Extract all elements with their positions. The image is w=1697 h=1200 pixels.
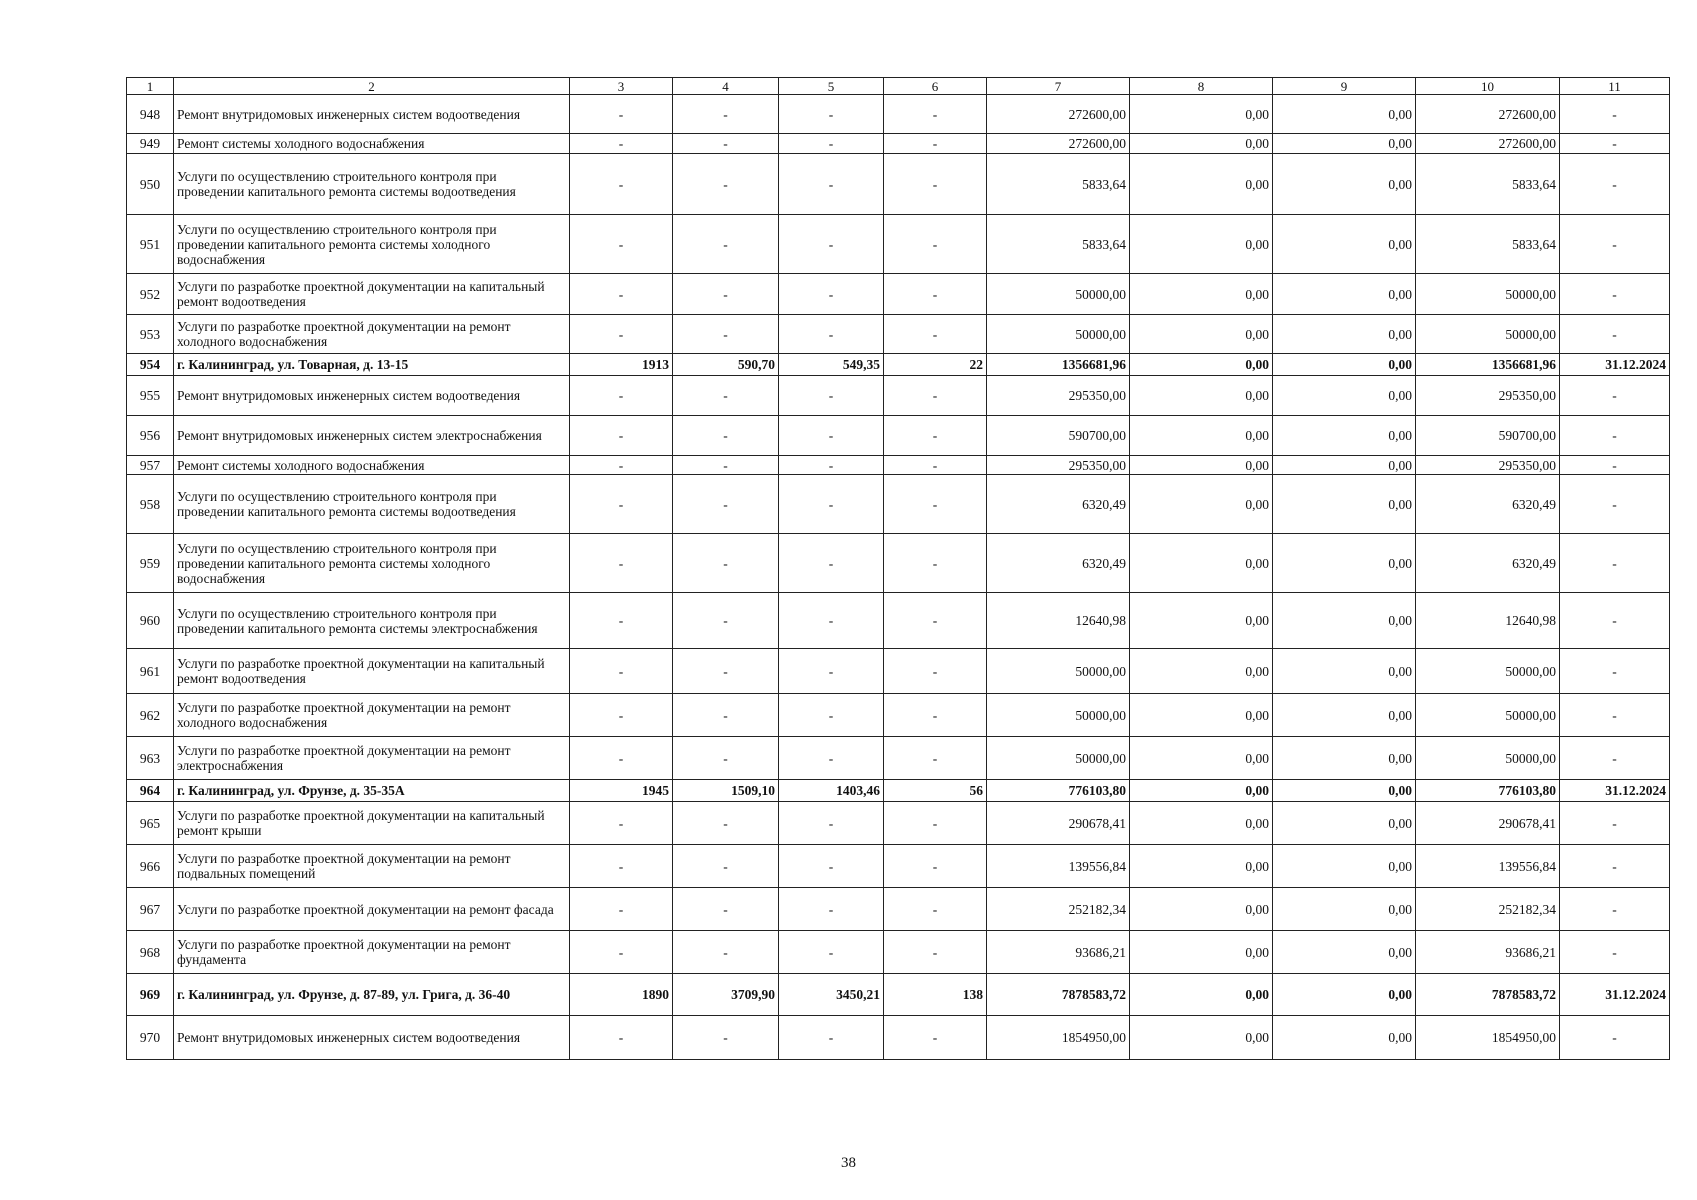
col5-cell: -	[779, 456, 884, 475]
col10-cell: 6320,49	[1416, 534, 1560, 593]
table-row	[127, 376, 1670, 416]
row-number-cell: 952	[127, 274, 174, 315]
col7-cell: 7878583,72	[987, 974, 1130, 1016]
col10-cell: 590700,00	[1416, 416, 1560, 456]
col3-cell: -	[570, 376, 673, 416]
work-name-cell: Услуги по разработке проектной документации на капитальный ремонт крыши	[174, 802, 570, 845]
col11-cell: 31.12.2024	[1560, 780, 1670, 802]
col8-cell: 0,00	[1130, 593, 1273, 649]
col5-cell: -	[779, 931, 884, 974]
col10-cell: 50000,00	[1416, 649, 1560, 694]
col10-cell: 295350,00	[1416, 376, 1560, 416]
row-number-cell: 951	[127, 215, 174, 274]
col10-cell: 1854950,00	[1416, 1016, 1560, 1060]
col6-cell: -	[884, 888, 987, 931]
col10-cell: 93686,21	[1416, 931, 1560, 974]
col4-cell: -	[673, 1016, 779, 1060]
table-row	[127, 649, 1670, 694]
col10-cell: 272600,00	[1416, 134, 1560, 154]
col9-cell: 0,00	[1273, 931, 1416, 974]
col8-cell: 0,00	[1130, 315, 1273, 354]
col6-cell: -	[884, 593, 987, 649]
col6-cell: -	[884, 134, 987, 154]
col5-cell: -	[779, 376, 884, 416]
col3-cell: -	[570, 315, 673, 354]
table-row	[127, 593, 1670, 649]
col7-cell: 272600,00	[987, 95, 1130, 134]
col3-cell: -	[570, 888, 673, 931]
col10-cell: 6320,49	[1416, 475, 1560, 534]
col11-cell: -	[1560, 376, 1670, 416]
page-number: 38	[841, 1155, 856, 1171]
col8-cell: 0,00	[1130, 456, 1273, 475]
table-row	[127, 888, 1670, 931]
column-header: 3	[570, 78, 673, 95]
work-name-cell: Ремонт системы холодного водоснабжения	[174, 134, 570, 154]
work-name-cell: Ремонт внутридомовых инженерных систем водоотведения	[174, 376, 570, 416]
table-row	[127, 931, 1670, 974]
col6-cell: -	[884, 802, 987, 845]
col11-cell: -	[1560, 845, 1670, 888]
col3-cell: -	[570, 649, 673, 694]
col3-cell: -	[570, 1016, 673, 1060]
col5-cell: -	[779, 845, 884, 888]
col10-cell: 50000,00	[1416, 694, 1560, 737]
work-name-cell: Услуги по осуществлению строительного контроля при проведении капитального ремонта системы водоотведения	[174, 475, 570, 534]
table-row	[127, 215, 1670, 274]
table-row	[127, 315, 1670, 354]
table-row	[127, 154, 1670, 215]
col7-cell: 5833,64	[987, 154, 1130, 215]
col5-cell: 1403,46	[779, 780, 884, 802]
table-row	[127, 134, 1670, 154]
col8-cell: 0,00	[1130, 888, 1273, 931]
col3-cell: 1890	[570, 974, 673, 1016]
col11-cell: -	[1560, 802, 1670, 845]
col8-cell: 0,00	[1130, 154, 1273, 215]
col6-cell: -	[884, 931, 987, 974]
col9-cell: 0,00	[1273, 802, 1416, 845]
work-name-cell: Услуги по разработке проектной документации на ремонт электроснабжения	[174, 737, 570, 780]
col10-cell: 50000,00	[1416, 274, 1560, 315]
work-name-cell: Услуги по разработке проектной документации на ремонт фундамента	[174, 931, 570, 974]
col7-cell: 50000,00	[987, 649, 1130, 694]
col3-cell: -	[570, 274, 673, 315]
col8-cell: 0,00	[1130, 354, 1273, 376]
col6-cell: -	[884, 456, 987, 475]
col9-cell: 0,00	[1273, 475, 1416, 534]
row-number-cell: 964	[127, 780, 174, 802]
column-header: 5	[779, 78, 884, 95]
table-row	[127, 534, 1670, 593]
row-number-cell: 962	[127, 694, 174, 737]
col9-cell: 0,00	[1273, 737, 1416, 780]
col5-cell: -	[779, 649, 884, 694]
col6-cell: -	[884, 376, 987, 416]
col8-cell: 0,00	[1130, 475, 1273, 534]
col6-cell: -	[884, 154, 987, 215]
col9-cell: 0,00	[1273, 593, 1416, 649]
col8-cell: 0,00	[1130, 931, 1273, 974]
row-number-cell: 959	[127, 534, 174, 593]
col8-cell: 0,00	[1130, 134, 1273, 154]
row-number-cell: 966	[127, 845, 174, 888]
col8-cell: 0,00	[1130, 974, 1273, 1016]
col8-cell: 0,00	[1130, 215, 1273, 274]
col8-cell: 0,00	[1130, 416, 1273, 456]
work-name-cell: Ремонт системы холодного водоснабжения	[174, 456, 570, 475]
col11-cell: -	[1560, 593, 1670, 649]
table-row	[127, 737, 1670, 780]
work-name-cell: г. Калининград, ул. Товарная, д. 13-15	[174, 354, 570, 376]
col7-cell: 139556,84	[987, 845, 1130, 888]
col5-cell: -	[779, 694, 884, 737]
column-number-row	[127, 78, 1670, 95]
col5-cell: -	[779, 154, 884, 215]
column-header: 10	[1416, 78, 1560, 95]
col4-cell: -	[673, 274, 779, 315]
col3-cell: -	[570, 215, 673, 274]
col5-cell: -	[779, 134, 884, 154]
work-name-cell: Услуги по разработке проектной документации на ремонт холодного водоснабжения	[174, 315, 570, 354]
col9-cell: 0,00	[1273, 694, 1416, 737]
col7-cell: 252182,34	[987, 888, 1130, 931]
work-name-cell: Услуги по осуществлению строительного контроля при проведении капитального ремонта системы холодного водоснабжения	[174, 534, 570, 593]
col10-cell: 5833,64	[1416, 154, 1560, 215]
col5-cell: -	[779, 802, 884, 845]
col7-cell: 1854950,00	[987, 1016, 1130, 1060]
col11-cell: -	[1560, 737, 1670, 780]
row-number-cell: 949	[127, 134, 174, 154]
table-row	[127, 802, 1670, 845]
col11-cell: -	[1560, 416, 1670, 456]
col4-cell: -	[673, 376, 779, 416]
document-sheet	[126, 77, 1669, 1060]
col4-cell: -	[673, 593, 779, 649]
col11-cell: -	[1560, 694, 1670, 737]
col4-cell: -	[673, 931, 779, 974]
col6-cell: -	[884, 416, 987, 456]
table-body	[127, 78, 1670, 1060]
col3-cell: 1945	[570, 780, 673, 802]
row-number-cell: 969	[127, 974, 174, 1016]
col11-cell: -	[1560, 534, 1670, 593]
col11-cell: -	[1560, 154, 1670, 215]
col5-cell: -	[779, 475, 884, 534]
col8-cell: 0,00	[1130, 649, 1273, 694]
column-header: 6	[884, 78, 987, 95]
col3-cell: -	[570, 475, 673, 534]
col5-cell: -	[779, 1016, 884, 1060]
col7-cell: 290678,41	[987, 802, 1130, 845]
col4-cell: -	[673, 737, 779, 780]
row-number-cell: 954	[127, 354, 174, 376]
col6-cell: -	[884, 215, 987, 274]
col10-cell: 295350,00	[1416, 456, 1560, 475]
col5-cell: -	[779, 888, 884, 931]
col7-cell: 776103,80	[987, 780, 1130, 802]
table-row	[127, 274, 1670, 315]
row-number-cell: 961	[127, 649, 174, 694]
col3-cell: -	[570, 737, 673, 780]
col9-cell: 0,00	[1273, 354, 1416, 376]
column-header: 11	[1560, 78, 1670, 95]
col10-cell: 50000,00	[1416, 315, 1560, 354]
works-table	[126, 77, 1670, 1060]
col11-cell: -	[1560, 888, 1670, 931]
row-number-cell: 950	[127, 154, 174, 215]
table-row	[127, 456, 1670, 475]
col4-cell: 590,70	[673, 354, 779, 376]
col7-cell: 12640,98	[987, 593, 1130, 649]
col11-cell: -	[1560, 1016, 1670, 1060]
row-number-cell: 955	[127, 376, 174, 416]
col9-cell: 0,00	[1273, 974, 1416, 1016]
col5-cell: 549,35	[779, 354, 884, 376]
col4-cell: -	[673, 649, 779, 694]
col7-cell: 590700,00	[987, 416, 1130, 456]
col11-cell: -	[1560, 315, 1670, 354]
work-name-cell: г. Калининград, ул. Фрунзе, д. 87-89, ул. Грига, д. 36-40	[174, 974, 570, 1016]
col3-cell: -	[570, 845, 673, 888]
col7-cell: 295350,00	[987, 376, 1130, 416]
col5-cell: -	[779, 737, 884, 780]
col4-cell: 3709,90	[673, 974, 779, 1016]
row-number-cell: 970	[127, 1016, 174, 1060]
col11-cell: 31.12.2024	[1560, 974, 1670, 1016]
table-row	[127, 1016, 1670, 1060]
col6-cell: -	[884, 475, 987, 534]
work-name-cell: Услуги по разработке проектной документации на ремонт фасада	[174, 888, 570, 931]
col6-cell: -	[884, 649, 987, 694]
col10-cell: 776103,80	[1416, 780, 1560, 802]
col5-cell: -	[779, 315, 884, 354]
row-number-cell: 957	[127, 456, 174, 475]
col4-cell: 1509,10	[673, 780, 779, 802]
col9-cell: 0,00	[1273, 154, 1416, 215]
col5-cell: -	[779, 215, 884, 274]
col3-cell: -	[570, 534, 673, 593]
work-name-cell: Услуги по осуществлению строительного контроля при проведении капитального ремонта системы холодного водоснабжения	[174, 215, 570, 274]
col8-cell: 0,00	[1130, 1016, 1273, 1060]
col3-cell: -	[570, 931, 673, 974]
col3-cell: -	[570, 593, 673, 649]
row-number-cell: 965	[127, 802, 174, 845]
col9-cell: 0,00	[1273, 534, 1416, 593]
work-name-cell: Услуги по осуществлению строительного контроля при проведении капитального ремонта системы водоотведения	[174, 154, 570, 215]
col11-cell: -	[1560, 475, 1670, 534]
column-header: 9	[1273, 78, 1416, 95]
col8-cell: 0,00	[1130, 737, 1273, 780]
work-name-cell: Услуги по разработке проектной документации на ремонт холодного водоснабжения	[174, 694, 570, 737]
col10-cell: 252182,34	[1416, 888, 1560, 931]
col5-cell: 3450,21	[779, 974, 884, 1016]
col11-cell: -	[1560, 456, 1670, 475]
col11-cell: -	[1560, 134, 1670, 154]
col6-cell: -	[884, 274, 987, 315]
col3-cell: -	[570, 154, 673, 215]
col11-cell: -	[1560, 274, 1670, 315]
table-row	[127, 845, 1670, 888]
row-number-cell: 948	[127, 95, 174, 134]
col8-cell: 0,00	[1130, 95, 1273, 134]
col9-cell: 0,00	[1273, 274, 1416, 315]
col5-cell: -	[779, 95, 884, 134]
col10-cell: 272600,00	[1416, 95, 1560, 134]
col8-cell: 0,00	[1130, 845, 1273, 888]
col8-cell: 0,00	[1130, 534, 1273, 593]
col8-cell: 0,00	[1130, 376, 1273, 416]
address-row	[127, 974, 1670, 1016]
col10-cell: 139556,84	[1416, 845, 1560, 888]
col10-cell: 7878583,72	[1416, 974, 1560, 1016]
col6-cell: -	[884, 845, 987, 888]
column-header: 8	[1130, 78, 1273, 95]
col6-cell: -	[884, 737, 987, 780]
col9-cell: 0,00	[1273, 845, 1416, 888]
col4-cell: -	[673, 215, 779, 274]
col7-cell: 1356681,96	[987, 354, 1130, 376]
col6-cell: -	[884, 1016, 987, 1060]
address-row	[127, 780, 1670, 802]
row-number-cell: 953	[127, 315, 174, 354]
col4-cell: -	[673, 416, 779, 456]
col7-cell: 5833,64	[987, 215, 1130, 274]
row-number-cell: 956	[127, 416, 174, 456]
col7-cell: 93686,21	[987, 931, 1130, 974]
row-number-cell: 963	[127, 737, 174, 780]
work-name-cell: Услуги по разработке проектной документации на капитальный ремонт водоотведения	[174, 649, 570, 694]
col6-cell: 56	[884, 780, 987, 802]
col9-cell: 0,00	[1273, 95, 1416, 134]
col4-cell: -	[673, 95, 779, 134]
col3-cell: 1913	[570, 354, 673, 376]
col7-cell: 272600,00	[987, 134, 1130, 154]
col7-cell: 50000,00	[987, 737, 1130, 780]
column-header: 1	[127, 78, 174, 95]
col4-cell: -	[673, 475, 779, 534]
col4-cell: -	[673, 694, 779, 737]
column-header: 2	[174, 78, 570, 95]
col7-cell: 50000,00	[987, 315, 1130, 354]
col10-cell: 1356681,96	[1416, 354, 1560, 376]
col5-cell: -	[779, 416, 884, 456]
col4-cell: -	[673, 315, 779, 354]
col9-cell: 0,00	[1273, 1016, 1416, 1060]
col9-cell: 0,00	[1273, 649, 1416, 694]
col3-cell: -	[570, 456, 673, 475]
col3-cell: -	[570, 802, 673, 845]
row-number-cell: 958	[127, 475, 174, 534]
col6-cell: 138	[884, 974, 987, 1016]
col4-cell: -	[673, 134, 779, 154]
work-name-cell: г. Калининград, ул. Фрунзе, д. 35-35А	[174, 780, 570, 802]
col4-cell: -	[673, 845, 779, 888]
col7-cell: 50000,00	[987, 274, 1130, 315]
work-name-cell: Ремонт внутридомовых инженерных систем водоотведения	[174, 95, 570, 134]
col11-cell: 31.12.2024	[1560, 354, 1670, 376]
column-header: 7	[987, 78, 1130, 95]
col4-cell: -	[673, 456, 779, 475]
col5-cell: -	[779, 593, 884, 649]
col11-cell: -	[1560, 215, 1670, 274]
col3-cell: -	[570, 134, 673, 154]
col8-cell: 0,00	[1130, 694, 1273, 737]
col9-cell: 0,00	[1273, 315, 1416, 354]
row-number-cell: 968	[127, 931, 174, 974]
col8-cell: 0,00	[1130, 274, 1273, 315]
work-name-cell: Ремонт внутридомовых инженерных систем водоотведения	[174, 1016, 570, 1060]
col3-cell: -	[570, 95, 673, 134]
table-row	[127, 95, 1670, 134]
col6-cell: -	[884, 534, 987, 593]
col9-cell: 0,00	[1273, 215, 1416, 274]
col9-cell: 0,00	[1273, 456, 1416, 475]
table-row	[127, 416, 1670, 456]
col7-cell: 6320,49	[987, 475, 1130, 534]
work-name-cell: Услуги по разработке проектной документации на капитальный ремонт водоотведения	[174, 274, 570, 315]
work-name-cell: Ремонт внутридомовых инженерных систем электроснабжения	[174, 416, 570, 456]
work-name-cell: Услуги по осуществлению строительного контроля при проведении капитального ремонта системы электроснабжения	[174, 593, 570, 649]
work-name-cell: Услуги по разработке проектной документации на ремонт подвальных помещений	[174, 845, 570, 888]
table-row	[127, 475, 1670, 534]
col9-cell: 0,00	[1273, 134, 1416, 154]
col6-cell: -	[884, 694, 987, 737]
col10-cell: 290678,41	[1416, 802, 1560, 845]
address-row	[127, 354, 1670, 376]
table-row	[127, 694, 1670, 737]
col9-cell: 0,00	[1273, 376, 1416, 416]
col5-cell: -	[779, 534, 884, 593]
col8-cell: 0,00	[1130, 802, 1273, 845]
col11-cell: -	[1560, 931, 1670, 974]
col4-cell: -	[673, 154, 779, 215]
col4-cell: -	[673, 802, 779, 845]
col11-cell: -	[1560, 95, 1670, 134]
col3-cell: -	[570, 694, 673, 737]
col10-cell: 5833,64	[1416, 215, 1560, 274]
col10-cell: 50000,00	[1416, 737, 1560, 780]
col11-cell: -	[1560, 649, 1670, 694]
col10-cell: 12640,98	[1416, 593, 1560, 649]
col9-cell: 0,00	[1273, 416, 1416, 456]
col6-cell: 22	[884, 354, 987, 376]
column-header: 4	[673, 78, 779, 95]
col5-cell: -	[779, 274, 884, 315]
col7-cell: 50000,00	[987, 694, 1130, 737]
col4-cell: -	[673, 888, 779, 931]
col6-cell: -	[884, 315, 987, 354]
col6-cell: -	[884, 95, 987, 134]
col3-cell: -	[570, 416, 673, 456]
col8-cell: 0,00	[1130, 780, 1273, 802]
row-number-cell: 960	[127, 593, 174, 649]
col7-cell: 295350,00	[987, 456, 1130, 475]
col9-cell: 0,00	[1273, 888, 1416, 931]
row-number-cell: 967	[127, 888, 174, 931]
col9-cell: 0,00	[1273, 780, 1416, 802]
col7-cell: 6320,49	[987, 534, 1130, 593]
col4-cell: -	[673, 534, 779, 593]
